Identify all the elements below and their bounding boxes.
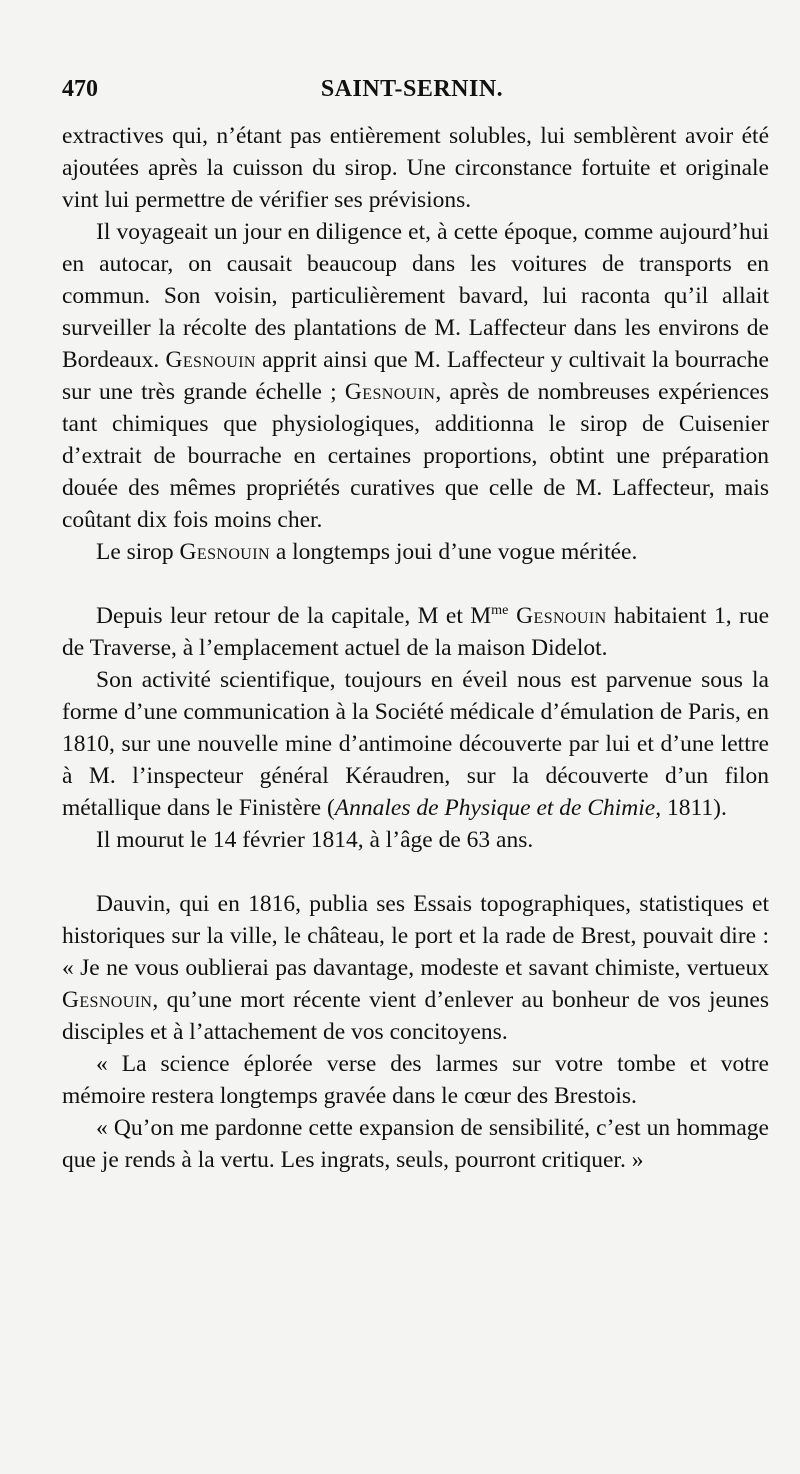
running-header (62, 76, 762, 110)
paragraph-text: Il voyageait un jour en diligence et, à cette époque, comme aujourd’hui en autocar, on causait beaucoup dans les voitures de transports en commun. Son voisin, particulièrement bavard, lui raconta qu’il allait surveiller la récolte des plantations de M. Laffecteur dans les environs de Bordeaux. (62, 219, 769, 373)
paragraph-text: Son activité scientifique, toujours en éveil nous est parvenue sous la forme d’une communication à la Société médicale d’émulation de Paris, en 1810, sur une nouvelle mine d’antimoine découverte par lui et d’une lettre à M. l’inspecteur général Kéraudren, sur la découverte d’un filon métallique dans le Finistère ( (62, 667, 769, 821)
person-name: Gesnouin (344, 379, 436, 405)
paragraph-text: « Qu’on me pardonne cette expansion de sensibilité, c’est un hommage que je rends à la vertu. Les ingrats, seuls, pourront critiquer. » (62, 1115, 769, 1173)
paragraph-6 (62, 824, 769, 856)
running-title: SAINT-SERNIN. (320, 76, 504, 102)
paragraph-9 (62, 1112, 769, 1176)
person-name: Gesnouin (508, 603, 607, 629)
page-number: 470 (62, 76, 98, 102)
superscript: me (491, 602, 509, 619)
paragraph-text: habitaient 1, rue de Traverse, à l’emplacement actuel de la maison Didelot. (62, 603, 769, 661)
paragraph-text: extractives qui, n’étant pas entièrement solubles, lui semblèrent avoir été ajoutées après la cuisson du sirop. Une circonstance fortuite et originale vint lui permettre de vérifier ses prévisions. (62, 123, 769, 213)
paragraph-text: Dauvin, qui en 1816, publia ses Essais topographiques, statistiques et historiques sur la ville, le château, le port et la rade de Brest, pouvait dire : « Je ne vous oublierai pas davantage, modeste et savant chimiste, vertueux (62, 891, 769, 981)
paragraph-8 (62, 1048, 769, 1112)
paragraph-text: 1811). (661, 795, 727, 821)
paragraph-text: Depuis leur retour de la capitale, M et M (96, 603, 492, 629)
paragraph-1 (62, 120, 769, 216)
paragraph-7 (62, 888, 769, 1048)
journal-title: Annales de Physique et de Chimie, (334, 795, 662, 821)
paragraph-5 (62, 664, 769, 824)
paragraph-3 (62, 536, 769, 568)
person-name: Gesnouin (179, 539, 270, 565)
paragraph-text: apprit ainsi que M. Laffecteur y cultivait la bourrache sur une très grande échelle ; (62, 347, 769, 405)
paragraph-text: « La science éplorée verse des larmes sur votre tombe et votre mémoire restera longtemps gravée dans le cœur des Brestois. (62, 1051, 769, 1109)
person-name: Gesnouin (165, 347, 256, 373)
paragraph-text: , après de nombreuses expériences tant chimiques que physiologiques, additionna le sirop de Cuisenier d’extrait de bourrache en certaines proportions, obtint une préparation douée des mêmes propriétés curatives que celle de M. Laffecteur, mais coûtant dix fois moins cher. (62, 379, 770, 533)
paragraph-text: Il mourut le 14 février 1814, à l’âge de 63 ans. (96, 827, 534, 853)
paragraph-2 (62, 216, 769, 536)
paragraph-text: Le sirop (96, 539, 180, 565)
person-name: Gesnouin (62, 987, 153, 1013)
paragraph-text: a longtemps joui d’une vogue méritée. (269, 539, 638, 565)
page-body (62, 120, 769, 1176)
paragraph-text: , qu’une mort récente vient d’enlever au bonheur de vos jeunes disciples et à l’attachement de vos concitoyens. (62, 987, 769, 1045)
paragraph-4 (62, 600, 769, 664)
